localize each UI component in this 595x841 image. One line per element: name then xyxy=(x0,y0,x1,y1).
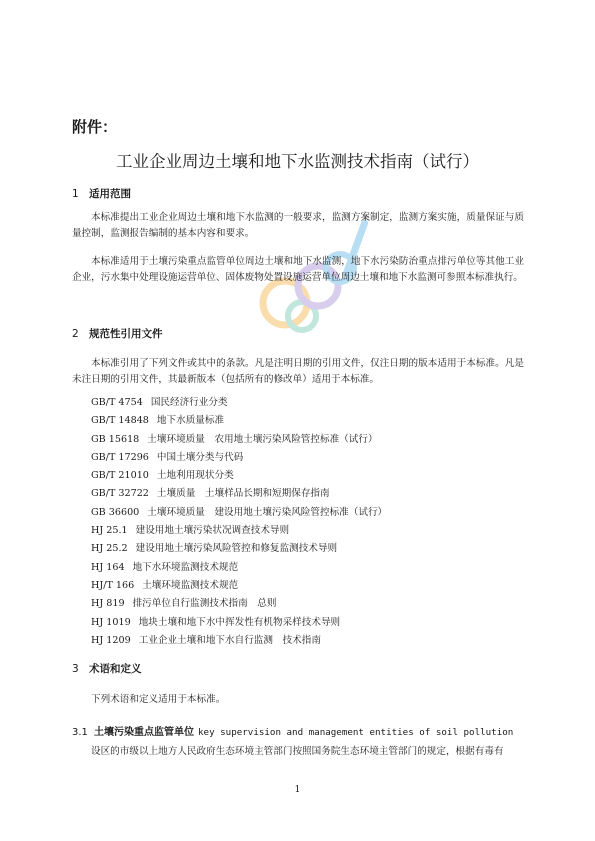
attachment-label: 附件： xyxy=(72,118,118,136)
list-item: GB/T 17296 中国土壤分类与代码 xyxy=(91,451,244,463)
list-item: HJ 25.1 建设用地土壤污染状况调查技术导则 xyxy=(91,525,290,537)
section-heading-2: 2 规范性引用文件 xyxy=(72,328,163,340)
list-item: GB/T 14848 地下水质量标准 xyxy=(91,415,225,427)
section-heading-3: 3 术语和定义 xyxy=(72,663,142,675)
term-heading-3-1: 3.1 土壤污染重点监管单位 key supervision and management entities of soil pollution xyxy=(72,727,514,738)
reference-list xyxy=(91,394,387,650)
list-item: GB/T 21010 土地利用现状分类 xyxy=(91,470,234,482)
list-item: HJ/T 166 土壤环境监测技术规范 xyxy=(91,579,239,591)
list-item: HJ 1019 地块土壤和地下水中挥发性有机物采样技术导则 xyxy=(91,616,341,628)
list-item: HJ 164 地下水环境监测技术规范 xyxy=(91,561,239,573)
list-item: GB/T 32722 土壤质量 土壤样品长期和短期保存指南 xyxy=(91,488,330,500)
section-heading-1: 1 适用范围 xyxy=(72,188,131,200)
document-title: 工业企业周边土壤和地下水监测技术指南（试行） xyxy=(116,152,479,171)
list-item: HJ 819 排污单位自行监测技术指南 总则 xyxy=(91,598,277,610)
list-item: HJ 25.2 建设用地土壤污染风险管控和修复监测技术导则 xyxy=(91,543,338,555)
terms-intro-paragraph: 下列术语和定义适用于本标准。 xyxy=(91,694,226,705)
list-item: GB/T 4754 国民经济行业分类 xyxy=(91,397,228,408)
list-item: GB 15618 土壤环境质量 农用地土壤污染风险管控标准（试行） xyxy=(91,433,378,445)
refs-intro-paragraph: 本标准引用了下列文件或其中的条款。凡是注明日期的引用文件，仅注日期的版本适用于本标准。凡是未注日期的引用文件，其最新版本（包括所有的修改单）适用于本标准。 xyxy=(72,358,524,385)
list-item: GB 36600 土壤环境质量 建设用地土壤污染风险管控标准（试行） xyxy=(91,506,388,518)
scope-paragraph-2: 本标准适用于土壤污染重点监管单位周边土壤和地下水监测，地下水污染防治重点排污单位等其他工业企业，污水集中处理设施运营单位、固体废物处置设施运营单位周边土壤和地下水监测可参照本标准执行。 xyxy=(72,256,524,283)
page-number: 1 xyxy=(294,785,301,795)
list-item: HJ 1209 工业企业土壤和地下水自行监测 技术指南 xyxy=(91,634,321,646)
term-1-body: 设区的市级以上地方人民政府生态环境主管部门按照国务院生态环境主管部门的规定，根据有毒有 xyxy=(91,746,504,757)
scope-paragraph-1: 本标准提出工业企业周边土壤和地下水监测的一般要求，监测方案制定，监测方案实施，质量保证与质量控制，监测报告编制的基本内容和要求。 xyxy=(72,212,524,239)
